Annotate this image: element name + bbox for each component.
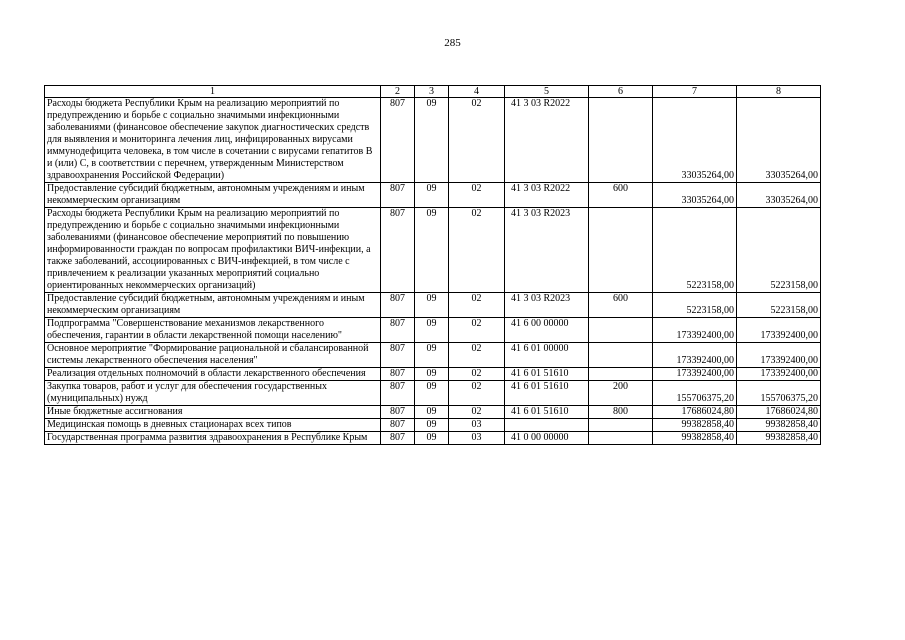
row-target-article: 41 6 00 00000 — [505, 318, 589, 343]
row-section-code: 09 — [415, 208, 449, 293]
row-name: Подпрограмма "Совершенствование механизмов лекарственного обеспечения, гарантии в области лекарственной помощи населению" — [45, 318, 381, 343]
row-section-code: 09 — [415, 381, 449, 406]
row-amount-col7: 33035264,00 — [653, 98, 737, 183]
row-target-article: 41 3 03 R2023 — [505, 208, 589, 293]
row-ministry-code: 807 — [381, 293, 415, 318]
table-row — [45, 98, 821, 183]
row-subsection-code: 02 — [449, 293, 505, 318]
row-ministry-code: 807 — [381, 419, 415, 432]
table-row — [45, 183, 821, 208]
row-target-article: 41 3 03 R2022 — [505, 183, 589, 208]
row-name: Предоставление субсидий бюджетным, автономным учреждениям и иным некоммерческим организациям — [45, 293, 381, 318]
row-section-code: 09 — [415, 406, 449, 419]
row-amount-col8: 17686024,80 — [737, 406, 821, 419]
header-cell-1: 1 — [45, 86, 381, 98]
row-name: Медицинская помощь в дневных стационарах всех типов — [45, 419, 381, 432]
row-subsection-code: 02 — [449, 406, 505, 419]
row-name: Государственная программа развития здравоохранения в Республике Крым — [45, 432, 381, 445]
table-row — [45, 293, 821, 318]
row-amount-col7: 173392400,00 — [653, 343, 737, 368]
row-target-article: 41 3 03 R2023 — [505, 293, 589, 318]
row-ministry-code: 807 — [381, 343, 415, 368]
row-amount-col7: 99382858,40 — [653, 432, 737, 445]
table-row — [45, 432, 821, 445]
row-name: Закупка товаров, работ и услуг для обеспечения государственных (муниципальных) нужд — [45, 381, 381, 406]
row-section-code: 09 — [415, 293, 449, 318]
row-amount-col8: 173392400,00 — [737, 318, 821, 343]
row-name: Иные бюджетные ассигнования — [45, 406, 381, 419]
row-amount-col8: 99382858,40 — [737, 419, 821, 432]
table-row — [45, 318, 821, 343]
row-target-article: 41 3 03 R2022 — [505, 98, 589, 183]
header-cell-7: 7 — [653, 86, 737, 98]
row-ministry-code: 807 — [381, 208, 415, 293]
row-name: Расходы бюджета Республики Крым на реализацию мероприятий по предупреждению и борьбе с социально значимыми инфекционными заболеваниями (финансовое обеспечение закупок диагностических средств для выявления и мониторинга лечения лиц, инфицированных вирусами иммунодефицита человека, в том числе в сочетании с вирусами гепатитов В и (или) С, в соответствии с перечнем, утвержденным Министерством здравоохранения Российской Федерации) — [45, 98, 381, 183]
row-amount-col7: 173392400,00 — [653, 368, 737, 381]
row-expense-type — [589, 98, 653, 183]
row-subsection-code: 02 — [449, 183, 505, 208]
row-section-code: 09 — [415, 343, 449, 368]
row-subsection-code: 02 — [449, 98, 505, 183]
row-ministry-code: 807 — [381, 406, 415, 419]
row-subsection-code: 02 — [449, 208, 505, 293]
row-expense-type — [589, 368, 653, 381]
row-name: Предоставление субсидий бюджетным, автономным учреждениям и иным некоммерческим организациям — [45, 183, 381, 208]
row-amount-col8: 5223158,00 — [737, 208, 821, 293]
row-subsection-code: 02 — [449, 368, 505, 381]
row-ministry-code: 807 — [381, 368, 415, 381]
row-expense-type: 600 — [589, 293, 653, 318]
row-amount-col8: 173392400,00 — [737, 368, 821, 381]
page-number: 285 — [444, 37, 461, 49]
row-amount-col7: 17686024,80 — [653, 406, 737, 419]
table-row — [45, 368, 821, 381]
table-row — [45, 406, 821, 419]
row-expense-type — [589, 208, 653, 293]
row-amount-col8: 155706375,20 — [737, 381, 821, 406]
row-amount-col7: 99382858,40 — [653, 419, 737, 432]
row-section-code: 09 — [415, 98, 449, 183]
table-row — [45, 419, 821, 432]
row-expense-type — [589, 343, 653, 368]
header-cell-5: 5 — [505, 86, 589, 98]
row-section-code: 09 — [415, 318, 449, 343]
row-amount-col8: 173392400,00 — [737, 343, 821, 368]
table-row — [45, 343, 821, 368]
row-expense-type: 800 — [589, 406, 653, 419]
row-amount-col8: 33035264,00 — [737, 183, 821, 208]
row-expense-type: 200 — [589, 381, 653, 406]
row-expense-type — [589, 318, 653, 343]
row-target-article — [505, 419, 589, 432]
row-section-code: 09 — [415, 419, 449, 432]
row-target-article: 41 6 01 51610 — [505, 406, 589, 419]
row-amount-col7: 155706375,20 — [653, 381, 737, 406]
header-cell-6: 6 — [589, 86, 653, 98]
row-target-article: 41 6 01 51610 — [505, 368, 589, 381]
row-amount-col8: 99382858,40 — [737, 432, 821, 445]
header-cell-2: 2 — [381, 86, 415, 98]
row-subsection-code: 03 — [449, 419, 505, 432]
row-ministry-code: 807 — [381, 98, 415, 183]
row-name: Реализация отдельных полномочий в области лекарственного обеспечения — [45, 368, 381, 381]
row-target-article: 41 6 01 51610 — [505, 381, 589, 406]
table-header-row — [45, 86, 821, 98]
table-row — [45, 208, 821, 293]
row-expense-type: 600 — [589, 183, 653, 208]
row-subsection-code: 02 — [449, 381, 505, 406]
row-expense-type — [589, 419, 653, 432]
row-target-article: 41 6 01 00000 — [505, 343, 589, 368]
row-amount-col7: 5223158,00 — [653, 293, 737, 318]
row-amount-col8: 33035264,00 — [737, 98, 821, 183]
header-cell-3: 3 — [415, 86, 449, 98]
row-ministry-code: 807 — [381, 432, 415, 445]
row-subsection-code: 02 — [449, 343, 505, 368]
budget-table — [44, 85, 821, 445]
row-amount-col7: 5223158,00 — [653, 208, 737, 293]
row-amount-col7: 33035264,00 — [653, 183, 737, 208]
row-ministry-code: 807 — [381, 183, 415, 208]
row-ministry-code: 807 — [381, 381, 415, 406]
row-name: Основное мероприятие "Формирование рациональной и сбалансированной системы лекарственного обеспечения населения" — [45, 343, 381, 368]
row-target-article: 41 0 00 00000 — [505, 432, 589, 445]
row-section-code: 09 — [415, 432, 449, 445]
table-row — [45, 381, 821, 406]
row-subsection-code: 02 — [449, 318, 505, 343]
row-section-code: 09 — [415, 368, 449, 381]
row-expense-type — [589, 432, 653, 445]
header-cell-4: 4 — [449, 86, 505, 98]
row-subsection-code: 03 — [449, 432, 505, 445]
header-cell-8: 8 — [737, 86, 821, 98]
row-section-code: 09 — [415, 183, 449, 208]
row-amount-col7: 173392400,00 — [653, 318, 737, 343]
row-ministry-code: 807 — [381, 318, 415, 343]
row-amount-col8: 5223158,00 — [737, 293, 821, 318]
row-name: Расходы бюджета Республики Крым на реализацию мероприятий по предупреждению и борьбе с социально значимыми инфекционными заболеваниями (финансовое обеспечение мероприятий по повышению информированности граждан по вопросам профилактики ВИЧ-инфекции, а также заболеваний, ассоциированных с ВИЧ-инфекцией, в том числе с привлечением к реализации указанных мероприятий социально ориентированных некоммерческих организаций) — [45, 208, 381, 293]
